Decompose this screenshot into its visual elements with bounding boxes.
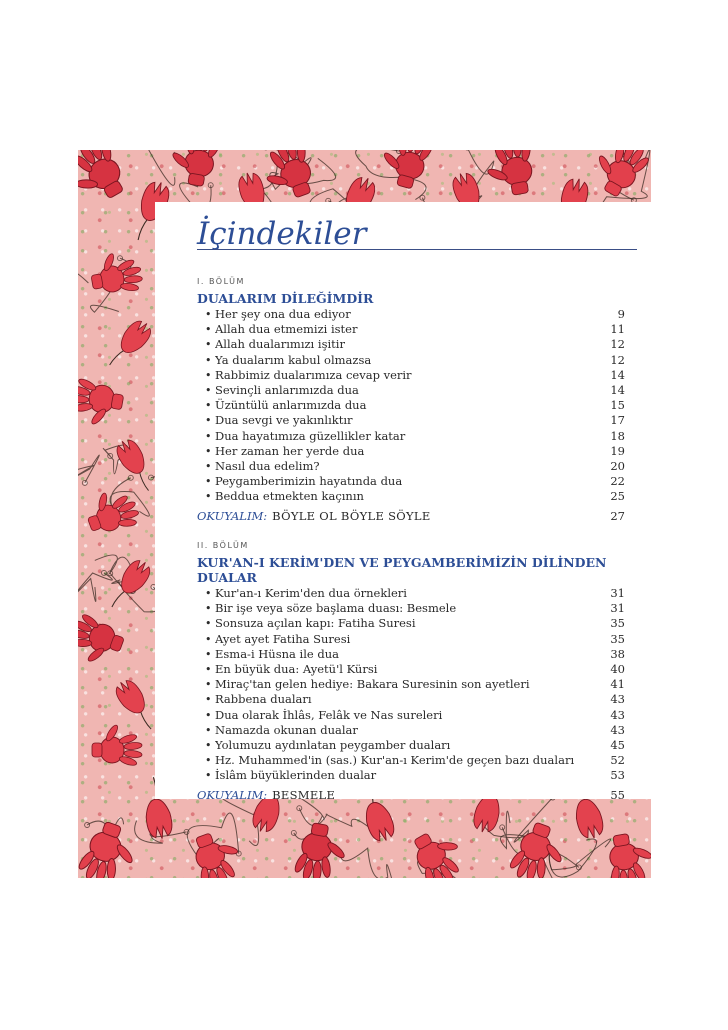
toc-item[interactable] xyxy=(197,368,625,383)
toc-item-title: Beddua etmekten kaçının xyxy=(215,489,364,504)
toc-item[interactable] xyxy=(197,444,625,459)
page-number: 12 xyxy=(610,352,625,367)
toc-item-title: Hz. Muhammed'in (sas.) Kur'an-ı Kerim'de geçen bazı duaları xyxy=(215,753,575,768)
toc-item-title: Üzüntülü anlarımızda dua xyxy=(215,398,367,413)
toc-item[interactable] xyxy=(197,353,625,368)
toc-item-title: Sonsuza açılan kapı: Fatiha Suresi xyxy=(215,616,416,631)
reading-title: BESMELE xyxy=(272,788,336,803)
page-number: 31 xyxy=(610,601,625,616)
page-number: 11 xyxy=(610,322,625,337)
page-number: 35 xyxy=(610,616,625,631)
page-number: 55 xyxy=(610,788,625,803)
toc-item[interactable] xyxy=(197,398,625,413)
toc-item[interactable] xyxy=(197,723,625,738)
section-title: DUALARIM DİLEĞİMDİR xyxy=(197,291,374,306)
toc-item-title: Ya dualarım kabul olmazsa xyxy=(215,352,372,367)
bullet-icon: • xyxy=(205,662,212,676)
toc-item[interactable] xyxy=(197,459,625,474)
toc-item[interactable] xyxy=(197,662,625,677)
reading-title: BÖYLE OL BÖYLE SÖYLE xyxy=(272,509,431,524)
page-number: 15 xyxy=(610,398,625,413)
toc-item[interactable] xyxy=(197,383,625,398)
toc-item[interactable] xyxy=(197,738,625,753)
toc-item-title: En büyük dua: Ayetü'l Kürsi xyxy=(215,661,378,676)
toc-item-title: Sevinçli anlarımızda dua xyxy=(215,382,359,397)
bullet-icon: • xyxy=(205,353,212,367)
toc-item[interactable] xyxy=(197,768,625,783)
title-underline xyxy=(197,249,637,250)
toc-item-title: Esma-i Hüsna ile dua xyxy=(215,646,339,661)
toc-item[interactable] xyxy=(197,337,625,352)
bullet-icon: • xyxy=(205,587,212,600)
bullet-icon: • xyxy=(205,323,212,337)
toc-item-title: Nasıl dua edelim? xyxy=(215,458,320,473)
toc-item[interactable] xyxy=(197,489,625,504)
toc-item-title: Namazda okunan dualar xyxy=(215,722,358,737)
page-number: 45 xyxy=(610,737,625,752)
toc-item-title: Dua sevgi ve yakınlıktır xyxy=(215,413,353,428)
toc-item[interactable] xyxy=(197,474,625,489)
toc-item-title: Peygamberimizin hayatında dua xyxy=(215,474,403,489)
bullet-icon: • xyxy=(205,632,212,646)
toc-item-title: Allah dualarımızı işitir xyxy=(215,337,345,352)
toc-item[interactable] xyxy=(197,601,625,616)
page-title: İçindekiler xyxy=(197,216,367,252)
toc-item-title: Her şey ona dua ediyor xyxy=(215,307,351,321)
toc-item[interactable] xyxy=(197,586,625,601)
toc-item-title: İslâm büyüklerinden dualar xyxy=(215,768,377,783)
bullet-icon: • xyxy=(205,459,212,473)
toc-item-title: Yolumuzu aydınlatan peygamber duaları xyxy=(215,737,451,752)
section-1 xyxy=(197,276,625,527)
toc-item[interactable] xyxy=(197,692,625,707)
bullet-icon: • xyxy=(205,399,212,413)
page-number: 40 xyxy=(610,661,625,676)
toc-item-title: Rabbimiz dualarımıza cevap verir xyxy=(215,367,412,382)
page-number: 14 xyxy=(610,367,625,382)
toc-item[interactable] xyxy=(197,677,625,692)
toc-item-title: Ayet ayet Fatiha Suresi xyxy=(215,631,351,646)
bullet-icon: • xyxy=(205,308,212,321)
page-number: 9 xyxy=(617,307,625,321)
page-number: 12 xyxy=(610,337,625,352)
toc-item[interactable] xyxy=(197,753,625,768)
toc-item-title: Dua olarak İhlâs, Felâk ve Nas sureleri xyxy=(215,707,443,722)
toc-item[interactable] xyxy=(197,429,625,444)
bullet-icon: • xyxy=(205,602,212,616)
page-number: 22 xyxy=(610,474,625,489)
bullet-icon: • xyxy=(205,429,212,443)
page-number: 43 xyxy=(610,707,625,722)
section-part-label: II. BÖLÜM xyxy=(197,541,249,550)
page-number: 38 xyxy=(610,646,625,661)
section-part-label: I. BÖLÜM xyxy=(197,277,245,286)
bullet-icon: • xyxy=(205,444,212,458)
page-number: 25 xyxy=(610,489,625,504)
toc-item-title: Miraç'tan gelen hediye: Bakara Suresinin son ayetleri xyxy=(215,677,530,692)
section-2 xyxy=(197,540,625,806)
bullet-icon: • xyxy=(205,490,212,504)
page-number: 27 xyxy=(610,509,625,524)
bullet-icon: • xyxy=(205,754,212,768)
table-of-contents-page xyxy=(155,202,651,803)
bullet-icon: • xyxy=(205,368,212,382)
bullet-icon: • xyxy=(205,647,212,661)
page-number: 17 xyxy=(610,413,625,428)
page-number: 20 xyxy=(610,458,625,473)
bullet-icon: • xyxy=(205,708,212,722)
toc-item-title: Allah dua etmemizi ister xyxy=(215,322,358,337)
page-number: 35 xyxy=(610,631,625,646)
toc-item[interactable] xyxy=(197,307,625,322)
bullet-icon: • xyxy=(205,723,212,737)
bullet-icon: • xyxy=(205,414,212,428)
page-number: 31 xyxy=(610,586,625,600)
bullet-icon: • xyxy=(205,338,212,352)
toc-item-title: Kur'an-ı Kerim'den dua örnekleri xyxy=(215,586,407,600)
toc-item-title: Dua hayatımıza güzellikler katar xyxy=(215,428,406,443)
page-number: 41 xyxy=(610,677,625,692)
bullet-icon: • xyxy=(205,738,212,752)
page-number: 19 xyxy=(610,443,625,458)
page-number: 43 xyxy=(610,692,625,707)
reading-label: OKUYALIM: xyxy=(197,509,268,524)
bullet-icon: • xyxy=(205,475,212,489)
toc-item-title: Her zaman her yerde dua xyxy=(215,443,365,458)
reading-entry[interactable] xyxy=(197,788,625,806)
bullet-icon: • xyxy=(205,383,212,397)
toc-item-title: Bir işe veya söze başlama duası: Besmele xyxy=(215,601,457,616)
toc-list xyxy=(197,586,625,783)
toc-item[interactable] xyxy=(197,708,625,723)
toc-item[interactable] xyxy=(197,632,625,647)
toc-list xyxy=(197,307,625,504)
page-number: 52 xyxy=(610,753,625,768)
toc-item[interactable] xyxy=(197,413,625,428)
toc-item[interactable] xyxy=(197,322,625,337)
reading-entry[interactable] xyxy=(197,509,625,527)
toc-item[interactable] xyxy=(197,616,625,631)
bullet-icon: • xyxy=(205,678,212,692)
toc-item-title: Rabbena duaları xyxy=(215,692,312,707)
page-number: 14 xyxy=(610,382,625,397)
toc-item[interactable] xyxy=(197,647,625,662)
bullet-icon: • xyxy=(205,617,212,631)
section-title: KUR'AN-I KERİM'DEN VE PEYGAMBERİMİZİN DİLİNDEN DUALAR xyxy=(197,555,607,585)
page-number: 43 xyxy=(610,722,625,737)
page-number: 18 xyxy=(610,428,625,443)
bullet-icon: • xyxy=(205,693,212,707)
bullet-icon: • xyxy=(205,769,212,783)
page-number: 53 xyxy=(610,768,625,783)
reading-label: OKUYALIM: xyxy=(197,788,268,803)
